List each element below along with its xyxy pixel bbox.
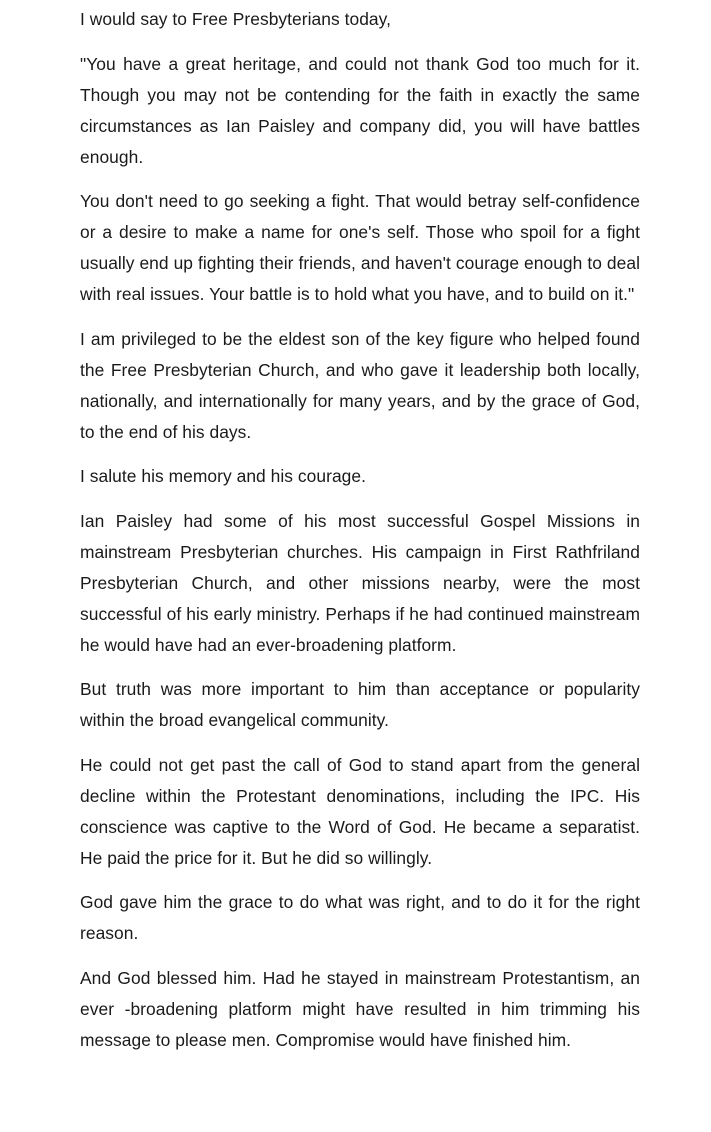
paragraph-salute: I salute his memory and his courage. (80, 466, 366, 486)
paragraph-call-of-god: He could not get past the call of God to stand apart from the general decline within the Protestant denominations, including the IPC. His conscience was captive to the Word of God. He became a separatist. He paid the price for it. But he did so willingly. (80, 754, 640, 868)
paragraph-heritage-quote: "You have a great heritage, and could not thank God too much for it. Though you may not be contending for the faith in exactly the same circumstances as Ian Paisley and company did, you will have battles enough. (80, 53, 640, 167)
paragraph-greeting: I would say to Free Presbyterians today, (80, 9, 391, 29)
paragraph-grace: God gave him the grace to do what was right, and to do it for the right reason. (80, 892, 640, 943)
paragraph-god-blessed: And God blessed him. Had he stayed in mainstream Protestantism, an ever -broadening platform might have resulted in him trimming his message to please men. Compromise would have finished him. (80, 967, 640, 1050)
paragraph-truth: But truth was more important to him than acceptance or popularity within the broad evangelical community. (80, 679, 640, 730)
paragraph-gospel-missions: Ian Paisley had some of his most successful Gospel Missions in mainstream Presbyterian churches. His campaign in First Rathfriland Presbyterian Church, and other missions nearby, were the most successful of his early ministry. Perhaps if he had continued mainstream he would have had an ever-broadening platform. (80, 510, 640, 655)
paragraph-eldest-son: I am privileged to be the eldest son of the key figure who helped found the Free Presbyterian Church, and who gave it leadership both locally, nationally, and internationally for many years, and by the grace of God, to the end of his days. (80, 328, 640, 442)
document-body (80, 4, 640, 1069)
paragraph-seeking-fight: You don't need to go seeking a fight. That would betray self-confidence or a desire to make a name for one's self. Those who spoil for a fight usually end up fighting their friends, and haven't courage enough to deal with real issues. Your battle is to hold what you have, and to build on it." (80, 191, 640, 304)
